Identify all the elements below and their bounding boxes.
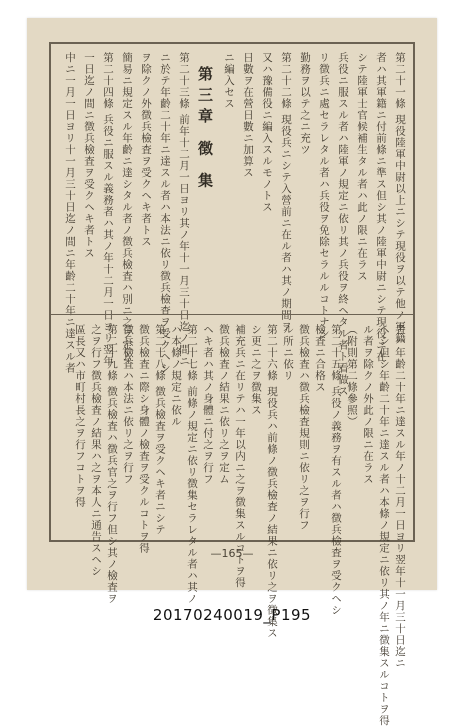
text-column: ニ於テ年齡二十年ニ達スル者ハ本法ニ依リ徴兵檢査ヲ受クヘシ [159, 52, 171, 374]
text-column: ル者ヲ除クノ外此ノ限ニ在ラス [362, 324, 374, 485]
page-number: —165— [210, 547, 254, 560]
text-column: リ徴兵ニ處セラレタル者ハ兵役ヲ免除セラルルコトナシ [318, 52, 330, 340]
text-column: 第二十七條 前條ノ規定ニ依リ徴集セラレタル者ハ其ノ [186, 324, 198, 605]
text-column: 第二十六條 現役兵ハ前條ノ徴兵檢査ノ結果ニ依リ之ヲ徴集ス [266, 324, 278, 639]
text-column: 徴兵檢査ハ本法ニ依リ之ヲ行フ [122, 324, 134, 485]
text-column: シ更ニ之ヲ徴集ス [250, 324, 262, 416]
text-column: 勤務ヲ以テ之ニ充ツ [299, 52, 311, 156]
text-column: 之ヲ行フ徴兵檢査ノ結果ハ之ヲ本人ニ通告スヘシ [90, 324, 102, 577]
text-column: ヲ除クノ外徴兵檢査ヲ受クヘキ者トス [140, 52, 152, 248]
text-column: 第二十三條 前年十二月一日ヨリ其ノ年十一月三十日迄ノ間ニ [178, 52, 190, 367]
text-column: ヘキ者ハ其ノ身體ニ付之ヲ行フ [202, 324, 214, 485]
text-column: 日數ヲ在營日數ニ加算ス [242, 52, 254, 179]
text-column: 徴兵檢査ニ際シ身體ノ檢査ヲ受クルコトヲ得 [138, 324, 150, 554]
text-column: シテ陸軍士官候補生タル者ハ此ノ限ニ在ラス [356, 52, 368, 282]
text-column: 第二十二條 現役兵ニシテ入營前ニ在ル者ハ其ノ期間ヲ [280, 52, 292, 333]
text-column: 中ニ一月一日ヨリ十一月三十日迄ノ間ニ年齡二十年ニ達スル者 [64, 52, 76, 374]
text-column: ハ本條ノ規定ニ依ル [170, 324, 182, 428]
text-column: ル所ニ依リ [282, 324, 294, 382]
text-column: 檢査ニ合格ス [314, 324, 326, 393]
text-column: 第二十一條 現役陸軍中尉以上ニシテ現役ヲ以テ他ノ軍籍 [394, 52, 406, 344]
text-column: 徴兵檢査ハ徴兵檢査規則ニ依リ之ヲ行フ [298, 324, 310, 531]
image-caption: 20170240019_P195 [152, 606, 312, 624]
text-column: ニ編入セス [223, 52, 235, 110]
text-column: ヘシ但シ年齡二十年ニ達スル者ハ本條ノ規定ニ依リ其ノ年ニ徴集スルコトヲ得 [378, 324, 390, 727]
text-column: 一日迄ノ間ニ徴兵檢査ヲ受クヘキ者トス [83, 52, 95, 259]
text-column: 第二十五條 兵役ノ義務ヲ有スル者ハ徴兵檢査ヲ受クヘシ [330, 324, 342, 616]
text-column: 者ハ其軍籍ニ付前條ニ準ス但シ其ノ陸軍中尉ニシテ現役ニ在 [375, 52, 387, 363]
text-column: 兵役ニ服スル者ハ陸軍ノ規定ニ依リ其ノ兵役ヲ終ヘタル者ト看做ス [337, 52, 349, 397]
text-column: 第二十八條 徴兵檢査ヲ受クヘキ者ニシテ [154, 324, 166, 536]
text-column: 簡易ニ規定スル年齡ニ達シタル者ノ徴兵檢査ハ別ニ之ヲ定ム [121, 52, 133, 363]
text-column: 第二十四條 兵役ニ服スル義務者ハ其ノ年十二月一日ヨリ翌年 [102, 52, 114, 367]
text-column: 區長又ハ市町村長之ヲ行フコトヲ得 [74, 324, 86, 508]
text-column: 者ハ年齡二十年ニ達スル年ノ十二月一日ヨリ翌年十一月三十日迄ニ [394, 324, 406, 669]
text-column: 第二十九條 徴兵檢査ハ徴兵官之ヲ行フ但シ其ノ檢査ヲ [106, 324, 118, 605]
section-divider [51, 314, 413, 315]
text-column: （附則第二條參照） [346, 324, 358, 428]
chapter-heading: 第三章 徴 集 [196, 66, 214, 194]
text-column: 補充兵ニ在リテハ一年以内ニ之ヲ徴集スルコトヲ得 [234, 324, 246, 589]
text-column: 又ハ豫備役ニ編入スルモノトス [261, 52, 273, 213]
text-column: 徴兵檢査ノ結果ニ依リ之ヲ定ム [218, 324, 230, 485]
